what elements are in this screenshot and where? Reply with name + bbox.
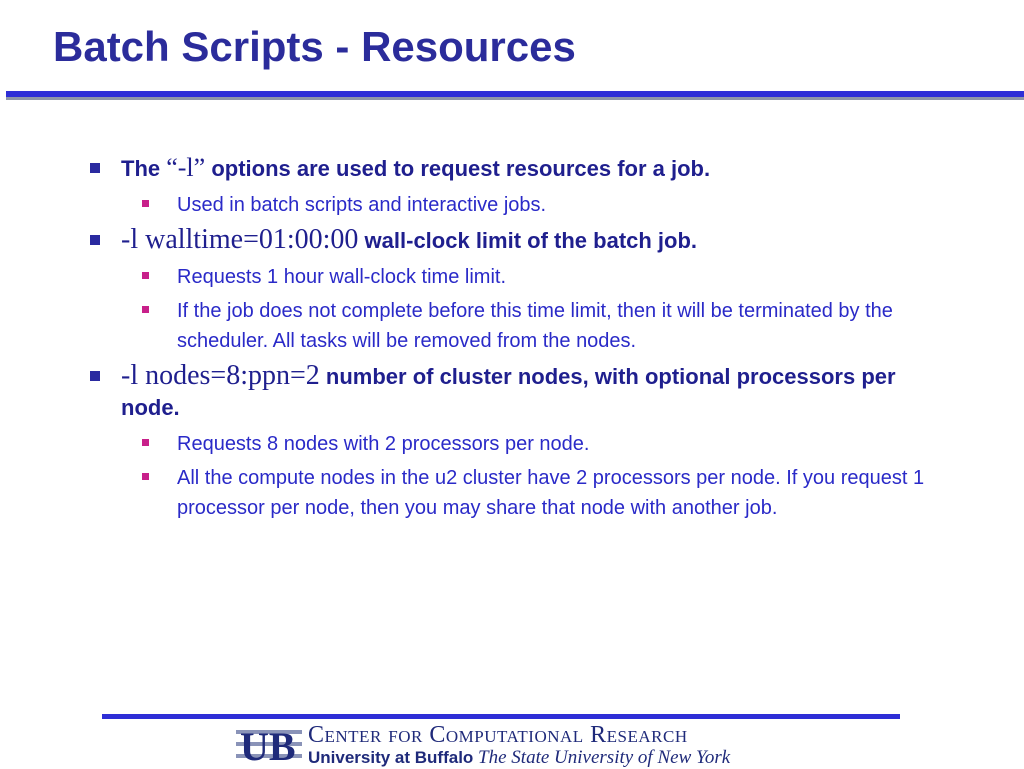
sub-bullet [90, 463, 940, 523]
ccr-name-text: Center for Computational Research [308, 722, 688, 748]
square-bullet-icon [142, 200, 149, 207]
sub-bullet-text: All the compute nodes in the u2 cluster have 2 processors per node. If you request 1 processor per node, then you may share that node with another job. [177, 467, 925, 519]
bullet-list [90, 152, 940, 527]
slide-title: Batch Scripts - Resources [53, 23, 576, 70]
square-bullet-icon [90, 163, 100, 173]
bullet-code: -l walltime=01:00:00 [121, 224, 359, 255]
ub-logo-text: UB [240, 724, 296, 764]
bullet-l-option [90, 152, 940, 184]
sub-bullet [90, 190, 940, 220]
bullet-text: number of cluster nodes, with optional processors per node. [121, 364, 896, 420]
bullet-nodes [90, 360, 940, 423]
bullet-text: options are used to request resources for a job. [205, 156, 711, 181]
square-bullet-icon [90, 371, 100, 381]
sub-bullet-text: Used in batch scripts and interactive jobs. [177, 194, 547, 216]
suny-name: The State University of New York [478, 747, 731, 768]
square-bullet-icon [142, 272, 149, 279]
sub-bullet-text: Requests 8 nodes with 2 processors per node. [177, 433, 590, 455]
bullet-prefix: The [121, 156, 167, 181]
bullet-text: wall-clock limit of the batch job. [358, 228, 698, 253]
bullet-code: “-l” [166, 153, 206, 182]
footer-divider [102, 714, 900, 719]
sub-bullet [90, 429, 940, 459]
sub-bullet-text: Requests 1 hour wall-clock time limit. [177, 266, 506, 288]
title-divider [6, 91, 1024, 97]
ccr-name [308, 722, 688, 749]
university-name: University at Buffalo [308, 748, 474, 767]
university-line [308, 747, 730, 769]
square-bullet-icon [142, 473, 149, 480]
square-bullet-icon [90, 235, 100, 245]
sub-bullet [90, 262, 940, 292]
square-bullet-icon [142, 306, 149, 313]
ub-logo-icon [236, 724, 302, 764]
bullet-walltime [90, 224, 940, 256]
sub-bullet-text: If the job does not complete before this time limit, then it will be terminated by the scheduler. All tasks will be removed from the nodes. [177, 300, 893, 352]
bullet-code: -l nodes=8:ppn=2 [121, 360, 320, 391]
sub-bullet [90, 296, 940, 356]
square-bullet-icon [142, 439, 149, 446]
